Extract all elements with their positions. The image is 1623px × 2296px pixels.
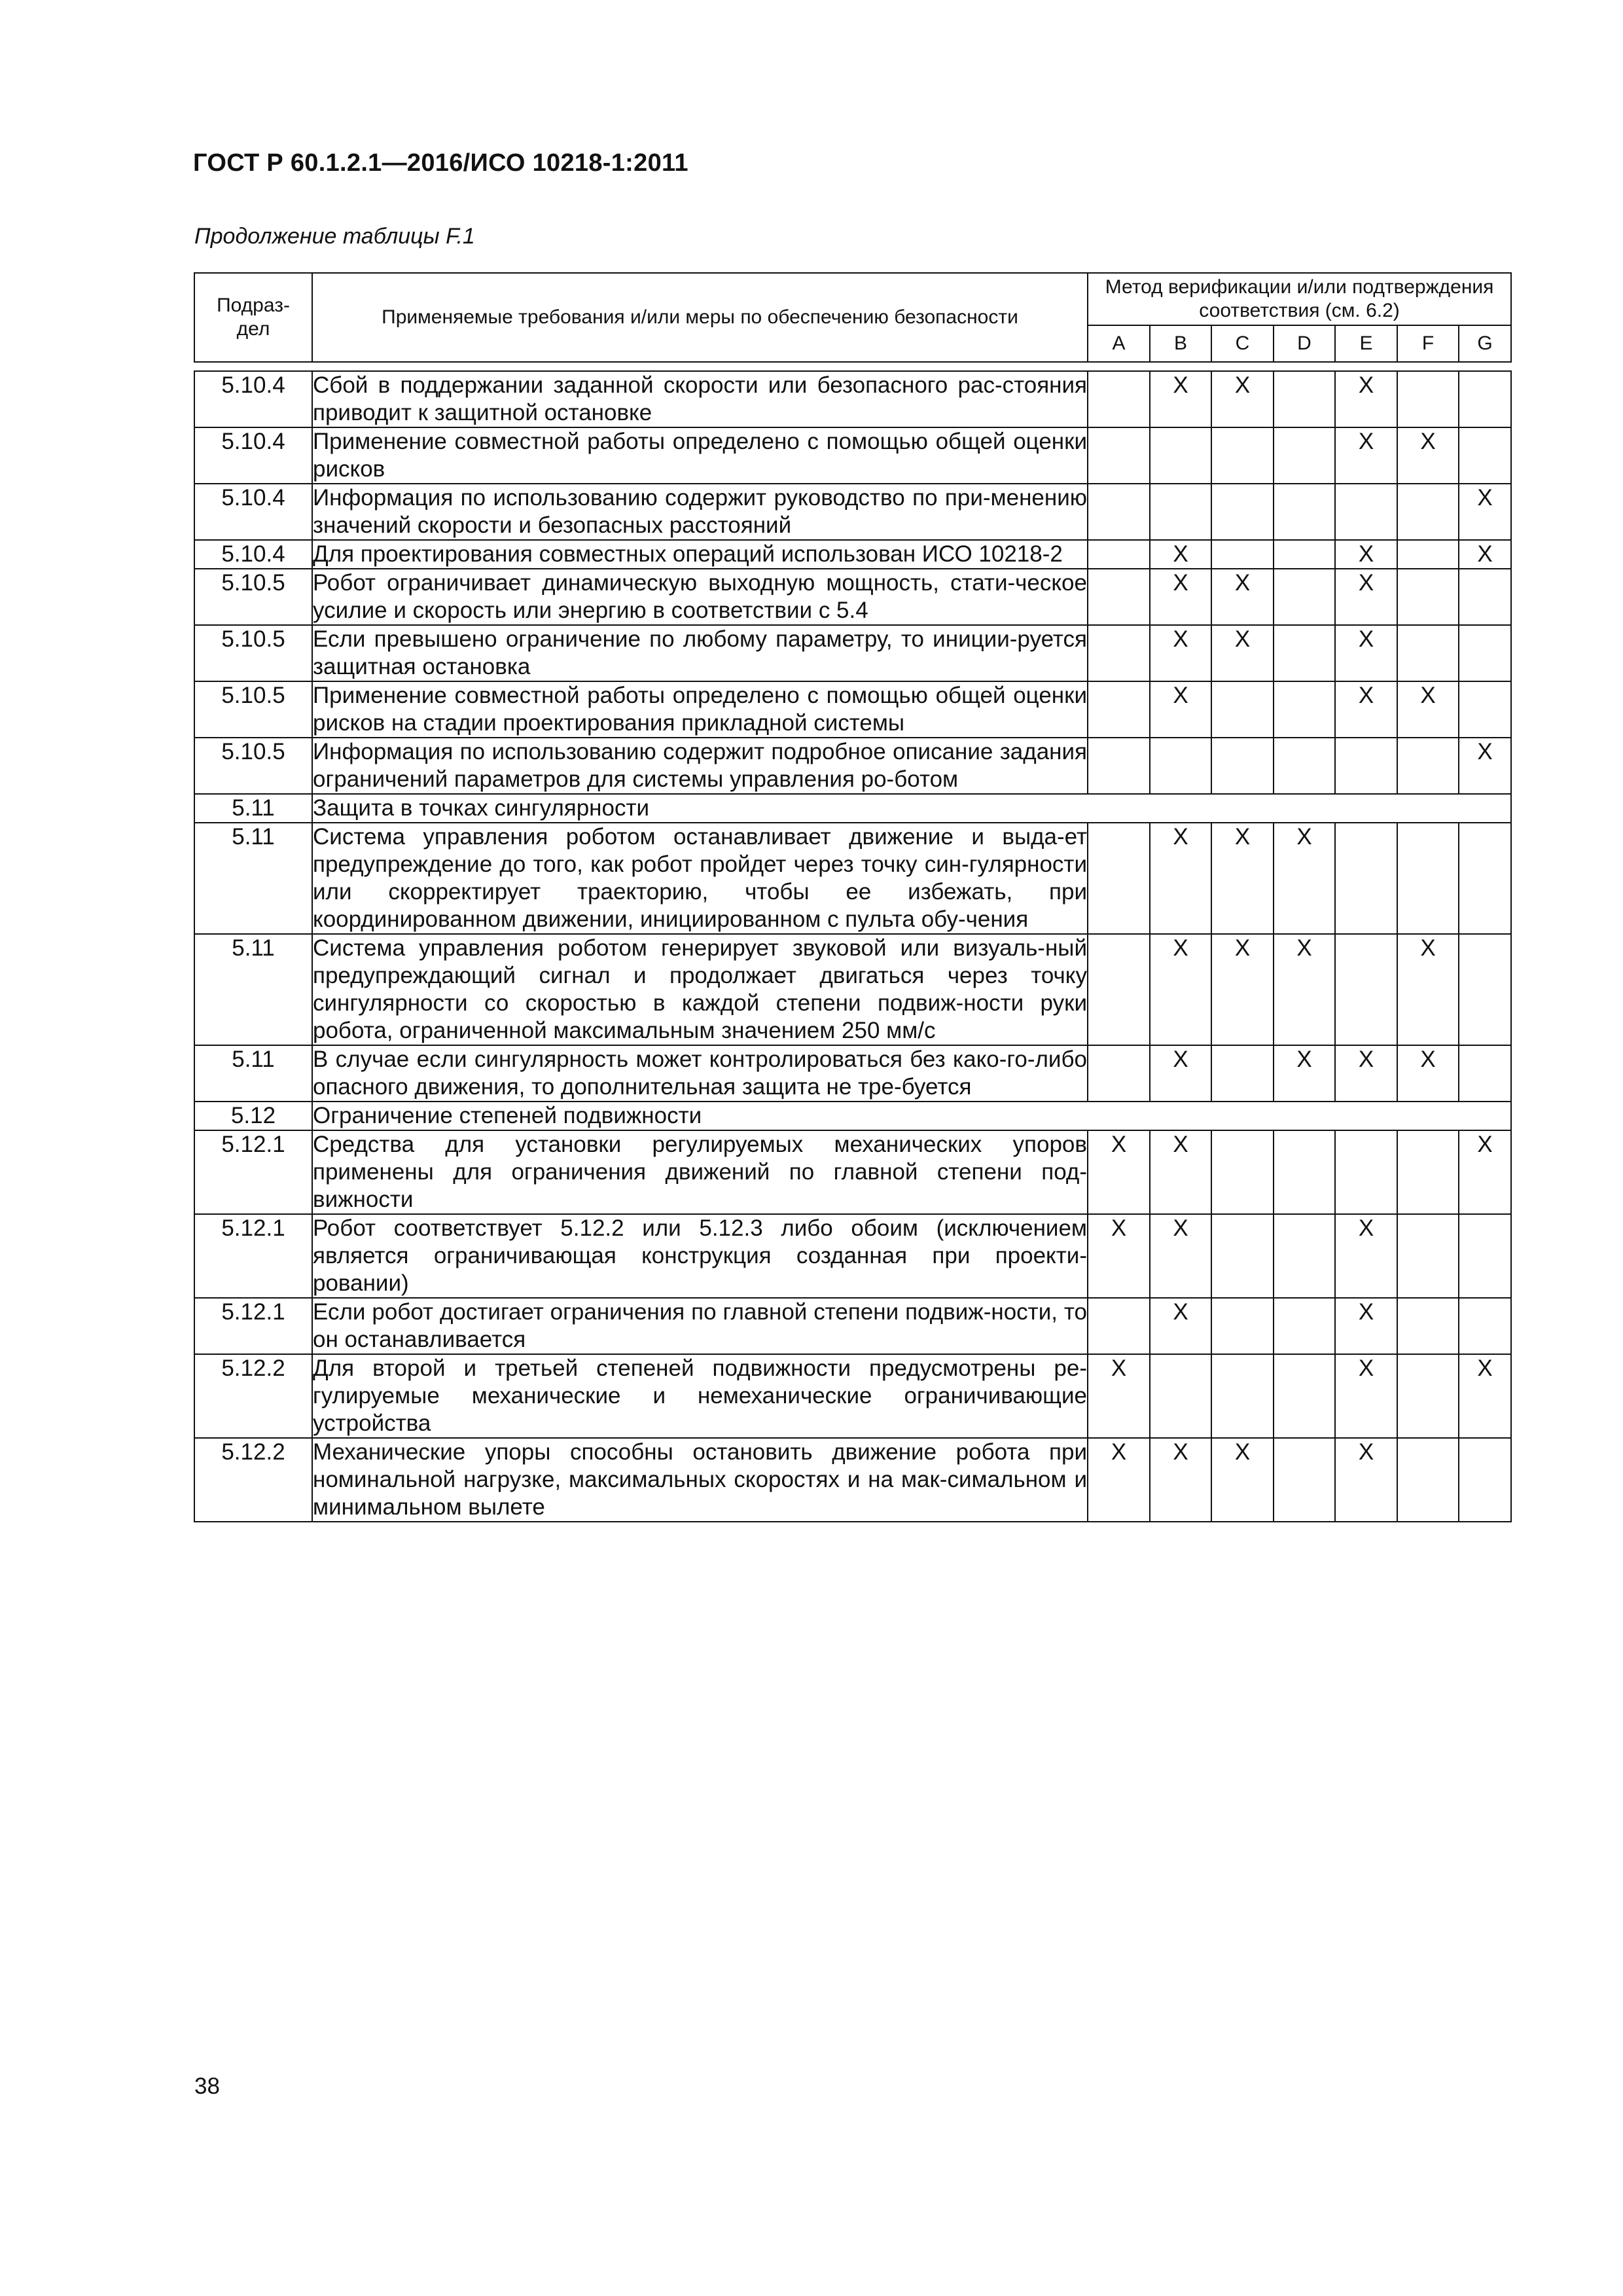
mark-cell-b: X	[1150, 569, 1211, 625]
header-column-b: B	[1150, 325, 1211, 362]
mark-cell-b	[1150, 738, 1211, 794]
subsection-cell: 5.10.4	[194, 427, 312, 484]
mark-cell-a	[1088, 1298, 1150, 1354]
mark-cell-b: X	[1150, 540, 1211, 569]
requirement-cell: Если робот достигает ограничения по главной степени подвиж-ности, то он останавливается	[312, 1298, 1088, 1354]
subsection-cell: 5.11	[194, 934, 312, 1045]
mark-cell-d: X	[1274, 823, 1335, 934]
mark-cell-g: X	[1459, 738, 1511, 794]
mark-cell-d	[1274, 540, 1335, 569]
requirement-cell: В случае если сингулярность может контролироваться без како-го-либо опасного движения, то дополнительная защита не тре-буется	[312, 1045, 1088, 1102]
mark-cell-c	[1211, 1298, 1274, 1354]
table-continuation-caption: Продолжение таблицы F.1	[194, 224, 475, 249]
subsection-cell: 5.10.5	[194, 569, 312, 625]
subsection-cell: 5.12.1	[194, 1130, 312, 1214]
mark-cell-c	[1211, 738, 1274, 794]
mark-cell-b: X	[1150, 625, 1211, 681]
mark-cell-g	[1459, 681, 1511, 738]
requirement-cell: Сбой в поддержании заданной скорости или безопасного рас-стояния приводит к защитной остановке	[312, 371, 1088, 427]
mark-cell-b	[1150, 1354, 1211, 1438]
mark-cell-c	[1211, 484, 1274, 540]
subsection-cell: 5.10.4	[194, 371, 312, 427]
mark-cell-f: X	[1397, 681, 1459, 738]
mark-cell-e: X	[1335, 569, 1397, 625]
requirement-cell: Для проектирования совместных операций использован ИСО 10218-2	[312, 540, 1088, 569]
table-row	[194, 427, 1511, 484]
mark-cell-e	[1335, 484, 1397, 540]
requirement-cell: Система управления роботом останавливает движение и выда-ет предупреждение до того, как робот пройдет через точку син-гулярности или скорректирует траекторию, чтобы ее избежать, при координированном движении, инициированном с пульта обу-чения	[312, 823, 1088, 934]
mark-cell-c: X	[1211, 569, 1274, 625]
mark-cell-c	[1211, 540, 1274, 569]
mark-cell-g	[1459, 371, 1511, 427]
subsection-cell: 5.12.1	[194, 1214, 312, 1298]
mark-cell-f: X	[1397, 427, 1459, 484]
mark-cell-c	[1211, 1130, 1274, 1214]
mark-cell-c: X	[1211, 1438, 1274, 1522]
mark-cell-b: X	[1150, 1045, 1211, 1102]
mark-cell-a	[1088, 427, 1150, 484]
mark-cell-g: X	[1459, 484, 1511, 540]
mark-cell-a	[1088, 569, 1150, 625]
mark-cell-a	[1088, 823, 1150, 934]
header-column-f: F	[1397, 325, 1459, 362]
header-requirements: Применяемые требования и/или меры по обеспечению безопасности	[312, 273, 1088, 362]
mark-cell-d	[1274, 1298, 1335, 1354]
mark-cell-e	[1335, 934, 1397, 1045]
mark-cell-f	[1397, 1354, 1459, 1438]
mark-cell-e: X	[1335, 1214, 1397, 1298]
requirement-cell: Применение совместной работы определено с помощью общей оценки рисков на стадии проектирования прикладной системы	[312, 681, 1088, 738]
mark-cell-d	[1274, 484, 1335, 540]
mark-cell-b: X	[1150, 823, 1211, 934]
mark-cell-d	[1274, 1130, 1335, 1214]
requirement-cell: Для второй и третьей степеней подвижности предусмотрены ре-гулируемые механические и немеханические ограничивающие устройства	[312, 1354, 1088, 1438]
mark-cell-a: X	[1088, 1354, 1150, 1438]
header-column-e: E	[1335, 325, 1397, 362]
header-column-g: G	[1459, 325, 1511, 362]
mark-cell-f	[1397, 738, 1459, 794]
table-row	[194, 1298, 1511, 1354]
subsection-cell: 5.12.2	[194, 1438, 312, 1522]
requirement-cell: Робот ограничивает динамическую выходную мощность, стати-ческое усилие и скорость или энергию в соответствии с 5.4	[312, 569, 1088, 625]
mark-cell-g	[1459, 1045, 1511, 1102]
mark-cell-g	[1459, 1298, 1511, 1354]
mark-cell-a: X	[1088, 1214, 1150, 1298]
mark-cell-f	[1397, 1298, 1459, 1354]
mark-cell-d	[1274, 1438, 1335, 1522]
mark-cell-d	[1274, 1214, 1335, 1298]
mark-cell-g: X	[1459, 1130, 1511, 1214]
mark-cell-b: X	[1150, 1438, 1211, 1522]
mark-cell-f	[1397, 625, 1459, 681]
table-row	[194, 1130, 1511, 1214]
mark-cell-b: X	[1150, 1298, 1211, 1354]
mark-cell-b: X	[1150, 1214, 1211, 1298]
mark-cell-e: X	[1335, 540, 1397, 569]
mark-cell-d: X	[1274, 934, 1335, 1045]
mark-cell-g	[1459, 427, 1511, 484]
subsection-cell: 5.10.5	[194, 681, 312, 738]
mark-cell-f	[1397, 484, 1459, 540]
mark-cell-b: X	[1150, 681, 1211, 738]
mark-cell-f	[1397, 540, 1459, 569]
subsection-cell: 5.11	[194, 1045, 312, 1102]
mark-cell-e	[1335, 1130, 1397, 1214]
mark-cell-a	[1088, 934, 1150, 1045]
mark-cell-e: X	[1335, 681, 1397, 738]
mark-cell-f	[1397, 371, 1459, 427]
mark-cell-f: X	[1397, 934, 1459, 1045]
requirement-cell: Средства для установки регулируемых механических упоров применены для ограничения движений по главной степени под-вижности	[312, 1130, 1088, 1214]
mark-cell-f: X	[1397, 1045, 1459, 1102]
mark-cell-a	[1088, 738, 1150, 794]
subsection-cell: 5.10.5	[194, 738, 312, 794]
verification-table	[194, 272, 1512, 1522]
subsection-cell: 5.10.5	[194, 625, 312, 681]
mark-cell-e: X	[1335, 371, 1397, 427]
mark-cell-e: X	[1335, 427, 1397, 484]
table-row	[194, 1438, 1511, 1522]
header-column-d: D	[1274, 325, 1335, 362]
mark-cell-g	[1459, 1438, 1511, 1522]
mark-cell-e	[1335, 823, 1397, 934]
mark-cell-a: X	[1088, 1438, 1150, 1522]
mark-cell-a	[1088, 540, 1150, 569]
table-row	[194, 1045, 1511, 1102]
mark-cell-b	[1150, 484, 1211, 540]
table-row	[194, 540, 1511, 569]
header-column-c: C	[1211, 325, 1274, 362]
subsection-cell: 5.11	[194, 823, 312, 934]
table-row	[194, 823, 1511, 934]
subsection-cell: 5.10.4	[194, 484, 312, 540]
mark-cell-g	[1459, 625, 1511, 681]
requirement-cell: Система управления роботом генерирует звуковой или визуаль-ный предупреждающий сигнал и продолжает двигаться через точку сингулярности со скоростью в каждой степени подвиж-ности руки робота, ограниченной максимальным значением 250 мм/с	[312, 934, 1088, 1045]
mark-cell-b: X	[1150, 934, 1211, 1045]
section-row	[194, 1102, 1511, 1130]
mark-cell-d	[1274, 569, 1335, 625]
mark-cell-g	[1459, 934, 1511, 1045]
table-row	[194, 738, 1511, 794]
mark-cell-g: X	[1459, 540, 1511, 569]
header-verification-method: Метод верификации и/или подтверждения соответствия (см. 6.2)	[1088, 273, 1511, 325]
page-number: 38	[194, 2073, 220, 2099]
mark-cell-g	[1459, 1214, 1511, 1298]
requirement-cell: Информация по использованию содержит руководство по при-менению значений скорости и безопасных расстояний	[312, 484, 1088, 540]
document-title: ГОСТ Р 60.1.2.1—2016/ИСО 10218-1:2011	[193, 149, 688, 177]
mark-cell-f	[1397, 823, 1459, 934]
section-title-cell: Ограничение степеней подвижности	[312, 1102, 1511, 1130]
mark-cell-f	[1397, 1214, 1459, 1298]
mark-cell-d	[1274, 371, 1335, 427]
header-subsection: Подраз- дел	[194, 273, 312, 362]
mark-cell-c: X	[1211, 371, 1274, 427]
section-title-cell: Защита в точках сингулярности	[312, 794, 1511, 823]
mark-cell-b: X	[1150, 371, 1211, 427]
mark-cell-c	[1211, 1045, 1274, 1102]
mark-cell-e: X	[1335, 1438, 1397, 1522]
header-column-a: A	[1088, 325, 1150, 362]
mark-cell-c: X	[1211, 625, 1274, 681]
table-row	[194, 681, 1511, 738]
table-row	[194, 1354, 1511, 1438]
subsection-cell: 5.12.1	[194, 1298, 312, 1354]
subsection-cell: 5.11	[194, 794, 312, 823]
requirement-cell: Информация по использованию содержит подробное описание задания ограничений параметров для системы управления ро-ботом	[312, 738, 1088, 794]
mark-cell-b	[1150, 427, 1211, 484]
mark-cell-a	[1088, 625, 1150, 681]
mark-cell-e: X	[1335, 625, 1397, 681]
mark-cell-g	[1459, 823, 1511, 934]
table-row	[194, 569, 1511, 625]
header-separator	[194, 362, 1511, 371]
mark-cell-a: X	[1088, 1130, 1150, 1214]
subsection-cell: 5.10.4	[194, 540, 312, 569]
mark-cell-a	[1088, 484, 1150, 540]
mark-cell-c	[1211, 427, 1274, 484]
table-row	[194, 371, 1511, 427]
mark-cell-d	[1274, 625, 1335, 681]
mark-cell-g	[1459, 569, 1511, 625]
mark-cell-e: X	[1335, 1045, 1397, 1102]
mark-cell-c: X	[1211, 823, 1274, 934]
table-row	[194, 484, 1511, 540]
section-row	[194, 794, 1511, 823]
mark-cell-e	[1335, 738, 1397, 794]
requirement-cell: Механические упоры способны остановить движение робота при номинальной нагрузке, максимальных скоростях и на мак-симальном и минимальном вылете	[312, 1438, 1088, 1522]
table-row	[194, 1214, 1511, 1298]
mark-cell-f	[1397, 1438, 1459, 1522]
mark-cell-a	[1088, 1045, 1150, 1102]
requirement-cell: Применение совместной работы определено с помощью общей оценки рисков	[312, 427, 1088, 484]
mark-cell-a	[1088, 371, 1150, 427]
mark-cell-f	[1397, 569, 1459, 625]
mark-cell-f	[1397, 1130, 1459, 1214]
mark-cell-c	[1211, 1214, 1274, 1298]
table-row	[194, 934, 1511, 1045]
mark-cell-c	[1211, 681, 1274, 738]
mark-cell-g: X	[1459, 1354, 1511, 1438]
mark-cell-b: X	[1150, 1130, 1211, 1214]
mark-cell-d: X	[1274, 1045, 1335, 1102]
mark-cell-a	[1088, 681, 1150, 738]
subsection-cell: 5.12.2	[194, 1354, 312, 1438]
mark-cell-d	[1274, 427, 1335, 484]
subsection-cell: 5.12	[194, 1102, 312, 1130]
mark-cell-d	[1274, 1354, 1335, 1438]
mark-cell-c	[1211, 1354, 1274, 1438]
table-row	[194, 625, 1511, 681]
mark-cell-d	[1274, 681, 1335, 738]
mark-cell-c: X	[1211, 934, 1274, 1045]
requirement-cell: Если превышено ограничение по любому параметру, то иниции-руется защитная остановка	[312, 625, 1088, 681]
mark-cell-e: X	[1335, 1298, 1397, 1354]
requirement-cell: Робот соответствует 5.12.2 или 5.12.3 либо обоим (исключением является ограничивающая конструкция созданная при проекти-ровании)	[312, 1214, 1088, 1298]
mark-cell-d	[1274, 738, 1335, 794]
mark-cell-e: X	[1335, 1354, 1397, 1438]
